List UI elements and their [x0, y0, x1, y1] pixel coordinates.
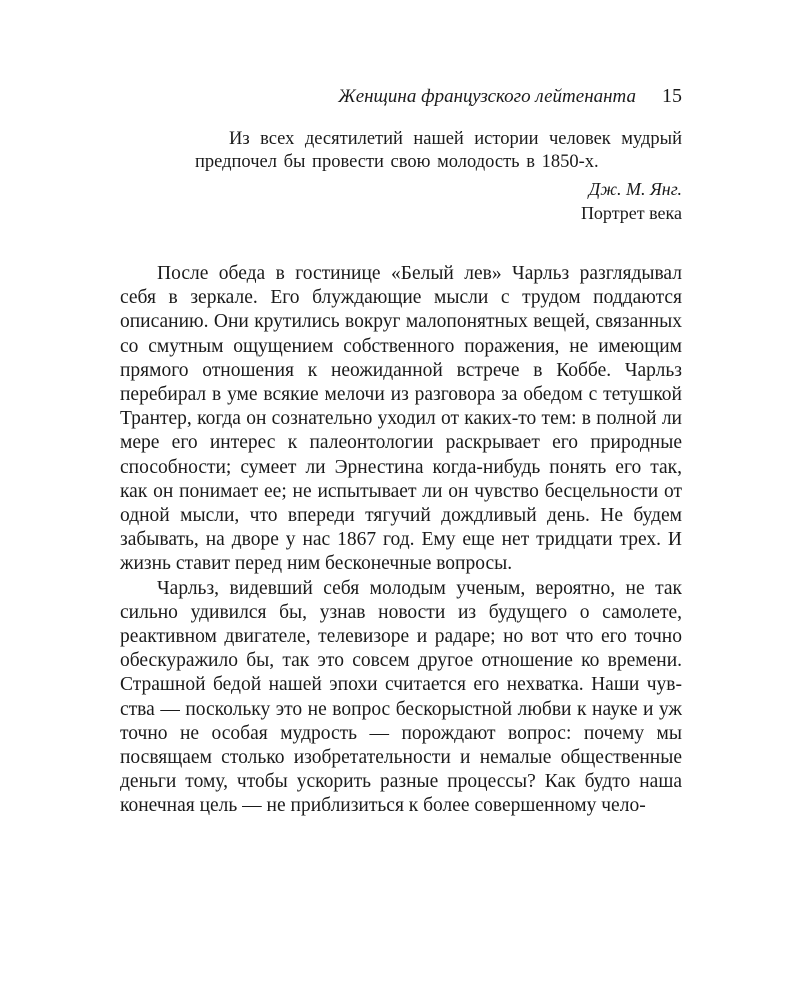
- main-text: [120, 262, 682, 819]
- epigraph-author: Дж. М. Янг.: [588, 179, 682, 199]
- running-title: Женщина французского лейтенанта: [338, 86, 636, 107]
- epigraph-quote: Из всех десятилетий нашей истории человек мудрый предпочел бы провести свою молодость в 1850-х.: [195, 129, 682, 172]
- paragraph-1: После обеда в гостинице «Белый лев» Чарльз разглядывал себя в зеркале. Его блуждающие мысли с трудом поддаются описанию. Они крутились вокруг малопонятных вещей, связанных со смутным ощущением собственного поражения, не имеющим прямого отношения к неожиданной встрече в Коббе. Чарльз перебирал в уме всякие мелочи из разговора за обедом с тетушкой Трантер, когда он сознательно уходил от каких-то тем: в полной ли мере его интерес к палеонтологии раскрывает его природные способности; сумеет ли Эрнестина когда-нибудь понять его так, как он понимает ее; не испытывает ли он чувство бесцельности от одной мысли, что впереди тягучий дождливый день. Не будем забывать, на дворе у нас 1867 год. Ему еще нет тридцати трех. И жизнь ставит перед ним бесконечные вопросы.: [120, 263, 682, 575]
- running-header: [120, 84, 682, 109]
- epigraph-source: Портрет века: [580, 203, 682, 223]
- epigraph: [195, 128, 682, 225]
- paragraph-2: Чарльз, видевший себя молодым ученым, вероятно, не так сильно удивился бы, узнав новости из будущего о самолете, реактивном двигателе, телевизоре и радаре; но вот что его точно обескуражило бы, так это совсем другое отношение ко времени. Страшной бедой нашей эпохи считается его нехватка. Наши чувства — поскольку это не вопрос бескорыстной любви к науке и уж точно не особая мудрость — порождают вопрос: почему мы посвящаем столько изобретательности и немалые общественные деньги тому, чтобы ускорить разные процессы? Как будто наша конечная цель — не приблизиться к более совершенному чело-: [120, 577, 682, 817]
- page-number: 15: [662, 85, 682, 107]
